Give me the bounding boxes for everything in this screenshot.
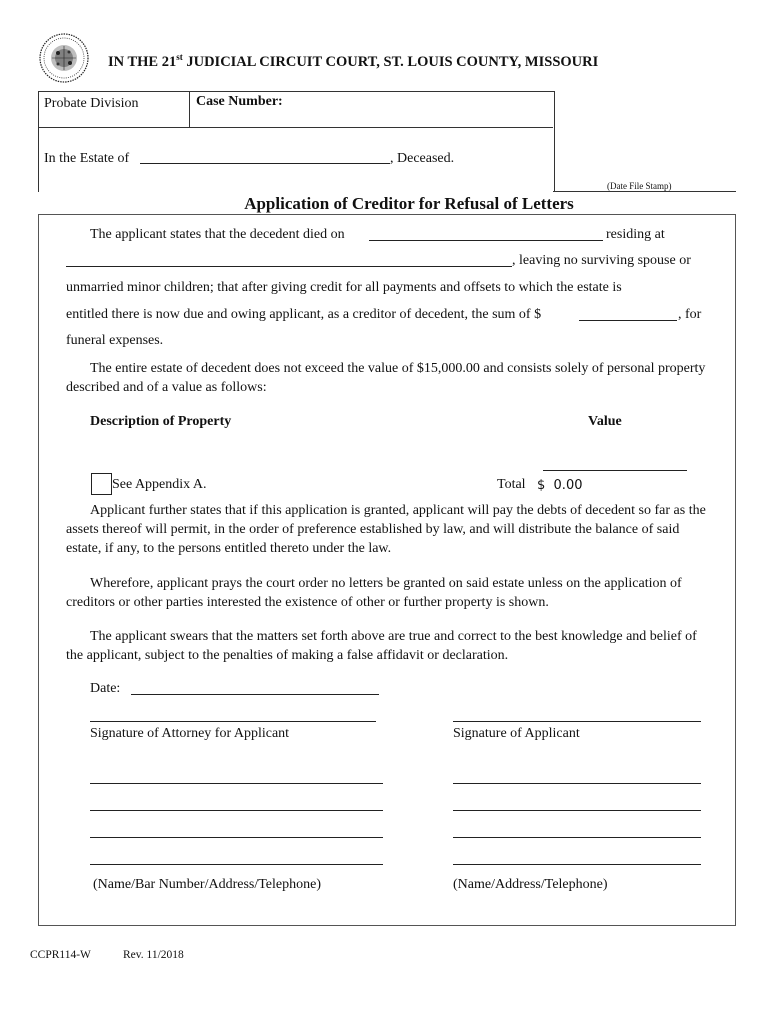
applicant-info-line-2[interactable] [453,810,701,811]
appendix-label: See Appendix A. [112,477,207,492]
funeral-expenses-label: funeral expenses. [66,333,164,348]
amount-owed-label: entitled there is now due and owing applicant, as a creditor of decedent, the sum of $ [66,307,542,322]
attorney-info-line-3[interactable] [90,837,383,838]
form-title: Application of Creditor for Refusal of Letters [244,194,574,213]
court-header-title [108,52,598,71]
case-number-label: Case Number: [196,94,283,109]
attorney-info-line-4[interactable] [90,864,383,865]
swears-paragraph: The applicant swears that the matters set forth above are true and correct to the best knowledge and belief of the applicant, subject to the penalties of making a false affidavit or declaration. [66,629,697,663]
body-line-3: unmarried minor children; that after giving credit for all payments and offsets to which the estate is [66,280,622,295]
total-rule [543,470,687,471]
header-title-sup: st [176,52,183,62]
date-stamp-rule [553,191,736,192]
death-date-field[interactable] [369,240,603,241]
residence-field[interactable] [66,266,512,267]
estate-value-paragraph: The entire estate of decedent does not exceed the value of $15,000.00 and consists solely of personal property described and of a value as follows: [66,361,706,395]
applicant-info-line-4[interactable] [453,864,701,865]
value-header: Value [588,414,622,429]
attorney-signature-field[interactable] [90,721,376,722]
attorney-info-line-1[interactable] [90,783,383,784]
total-label: Total [497,477,526,492]
attorney-signature-label: Signature of Attorney for Applicant [90,726,290,741]
attorney-info-line-2[interactable] [90,810,383,811]
applicant-signature-field[interactable] [453,721,701,722]
date-stamp-label: (Date File Stamp) [607,181,672,191]
attorney-info-label: (Name/Bar Number/Address/Telephone) [93,877,321,892]
applicant-signature-label: Signature of Applicant [453,726,580,741]
description-header: Description of Property [90,414,232,429]
date-field[interactable] [131,694,379,695]
division-label: Probate Division [44,96,139,111]
appendix-checkbox[interactable] [91,473,112,495]
applicant-info-label: (Name/Address/Telephone) [453,877,608,892]
wherefore-paragraph: Wherefore, applicant prays the court order no letters be granted on said estate unless on the application of creditors or other parties interested the existence of other or further property is shown. [66,576,682,610]
applicant-info-line-3[interactable] [453,837,701,838]
court-seal-icon [38,32,90,84]
applicant-info-line-1[interactable] [453,783,701,784]
no-spouse-label: , leaving no surviving spouse or [512,253,691,268]
form-revision: Rev. 11/2018 [123,949,184,961]
header-title-pre: IN THE 21 [108,53,177,70]
case-number-cell-rule [189,127,553,128]
total-value-field[interactable] [537,476,647,494]
for-label: , for [678,307,702,322]
amount-owed-field[interactable] [579,320,677,321]
estate-suffix-label: , Deceased. [390,151,455,166]
estate-name-field[interactable] [140,163,390,164]
header-title-post: JUDICIAL CIRCUIT COURT, ST. LOUIS COUNTY, MISSOURI [182,53,599,70]
estate-prefix-label: In the Estate of [44,151,130,166]
further-states-paragraph: Applicant further states that if this application is granted, applicant will pay the debts of decedent so far as the assets thereof will permit, in the order of preference established by law, and will distribute the balance of said estate, if any, to the persons entitled thereto under the law. [66,503,706,556]
residing-at-label: residing at [606,227,665,242]
form-code: CCPR114-W [30,949,91,961]
death-date-label: The applicant states that the decedent died on [90,227,345,242]
date-label: Date: [90,681,121,696]
